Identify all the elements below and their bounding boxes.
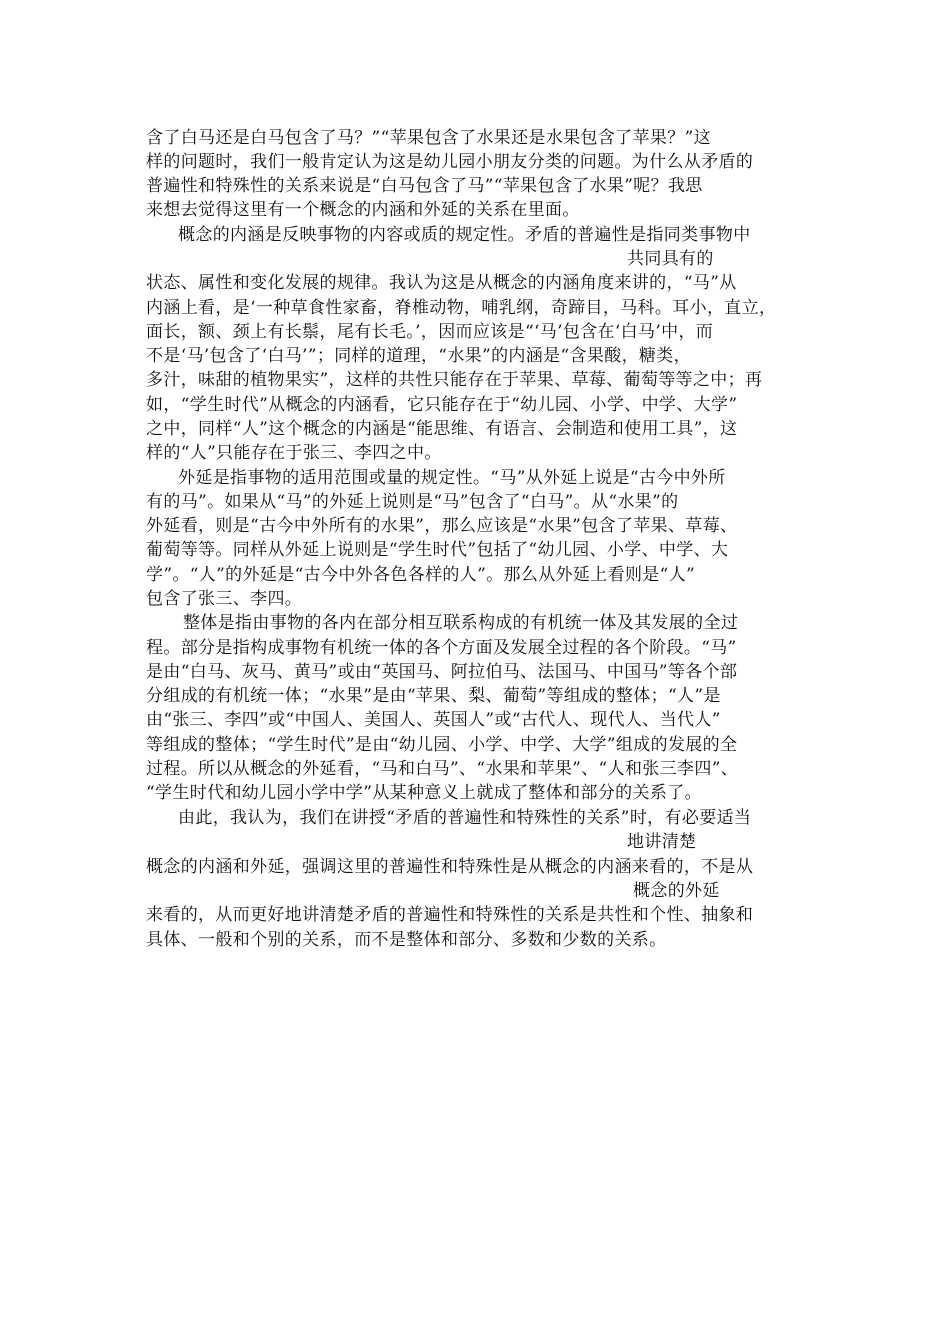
text-line: 普遍性和特殊性的关系来说是“白马包含了马”“苹果包含了水果”呢？我思 (146, 176, 703, 196)
text-line: 来看的，从而更好地讲清楚矛盾的普遍性和特殊性的关系是共性和个性、抽象和 (146, 905, 754, 925)
text-line: 样的“人”只能存在于张三、李四之中。 (146, 443, 442, 463)
text-line: 样的问题时，我们一般肯定认为这是幼儿园小朋友分类的问题。为什么从矛盾的 (146, 152, 754, 172)
displaced-text-fragment: 概念的外延 (633, 881, 720, 901)
text-line: 含了白马还是白马包含了马？”“苹果包含了水果还是水果包含了苹果？”这 (146, 128, 711, 148)
text-line: 状态、属性和变化发展的规律。我认为这是从概念的内涵角度来讲的，“马”从 (146, 273, 737, 293)
text-line: 不是‘马’包含了‘白马’”；同样的道理，“水果”的内涵是“含果酸，糖类， (146, 346, 691, 366)
paragraph-start-line: 外延是指事物的适用范围或量的规定性。“马”从外延上说是“古今中外所 (178, 468, 726, 488)
paragraph-start-line: 整体是指由事物的各内在部分相互联系构成的有机统一体及其发展的全过 (183, 613, 739, 633)
text-line: 由“张三、李四”或“中国人、美国人、英国人”或“古代人、现代人、当代人” (146, 710, 721, 730)
text-line: 概念的内涵和外延，强调这里的普遍性和特殊性是从概念的内涵来看的，不是从 (146, 857, 754, 877)
text-line: 分组成的有机统一体；“水果”是由“苹果、梨、葡萄”等组成的整体；“人”是 (146, 686, 721, 706)
text-line: 有的马”。如果从“马”的外延上说则是“马”包含了“白马”。从“水果”的 (146, 492, 679, 512)
text-line: 面长，额、颈上有长鬃，尾有长毛。’，因而应该是“‘马’包含在‘白马’中，而 (146, 322, 714, 342)
text-line: 葡萄等等。同样从外延上说则是“学生时代”包括了“幼儿园、小学、中学、大 (146, 540, 729, 560)
text-line: 来想去觉得这里有一个概念的内涵和外延的关系在里面。 (146, 200, 580, 220)
text-line: 是由“白马、灰马、黄马”或由“英国马、阿拉伯马、法国马、中国马”等各个部 (146, 662, 738, 682)
displaced-text-fragment: 共同具有的 (627, 249, 714, 269)
text-line: 过程。所以从概念的外延看，“马和白马”、“水果和苹果”、“人和张三李四”、 (146, 759, 739, 779)
text-line: 内涵上看，是‘一种草食性家畜，脊椎动物，哺乳纲，奇蹄目，马科。耳小，直立， (146, 298, 777, 318)
text-line: 等组成的整体；“学生时代”是由“幼儿园、小学、中学、大学”组成的发展的全 (146, 735, 738, 755)
text-line: “学生时代和幼儿园小学中学”从某种意义上就成了整体和部分的关系了。 (146, 783, 702, 803)
displaced-text-fragment: 地讲清楚 (627, 832, 697, 852)
text-line: 程。部分是指构成事物有机统一体的各个方面及发展全过程的各个阶段。“马” (146, 638, 737, 658)
text-line: 学”。“人”的外延是“古今中外各色各样的人”。那么从外延上看则是“人” (146, 565, 696, 585)
paragraph-start-line: 概念的内涵是反映事物的内容或质的规定性。矛盾的普遍性是指同类事物中 (178, 225, 751, 245)
paragraph-start-line: 由此，我认为，我们在讲授“矛盾的普遍性和特殊性的关系”时，有必要适当 (178, 808, 752, 828)
text-line: 具体、一般和个别的关系，而不是整体和部分、多数和少数的关系。 (146, 930, 667, 950)
text-line: 之中，同样“人”这个概念的内涵是“能思维、有语言、会制造和使用工具”，这 (146, 419, 738, 439)
text-line: 外延看，则是“古今中外所有的水果”，那么应该是“水果”包含了苹果、草莓、 (146, 516, 738, 536)
text-line: 多汁，味甜的植物果实”，这样的共性只能存在于苹果、草莓、葡萄等等之中；再 (146, 370, 763, 390)
text-line: 包含了张三、李四。 (146, 589, 303, 609)
text-line: 如，“学生时代”从概念的内涵看，它只能存在于“幼儿园、小学、中学、大学” (146, 395, 738, 415)
